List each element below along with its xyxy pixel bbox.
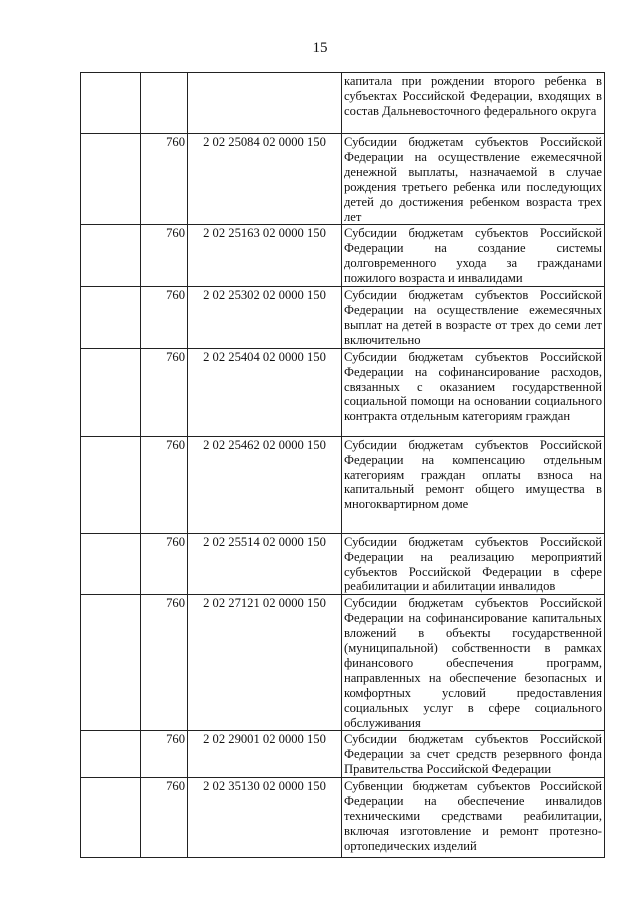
table-row	[81, 287, 605, 349]
table-row	[81, 348, 605, 436]
table-row	[81, 436, 605, 533]
table-row	[81, 73, 605, 134]
blank-cell	[81, 287, 141, 349]
admin-code-cell: 760	[141, 533, 188, 595]
revenue-name-cell: Субсидии бюджетам субъектов Российской Федерации на реализацию мероприятий субъектов Российской Федерации в сфере реабилитации и абилитации инвалидов	[342, 533, 605, 595]
admin-code-cell: 760	[141, 595, 188, 731]
admin-code-cell: 760	[141, 134, 188, 225]
revenue-name-cell: Субсидии бюджетам субъектов Российской Федерации на софинансирование капитальных вложений в объекты государственной (муниципальной) собственности в рамках финансового обеспечения программ, направленных на обеспечение безопасных и комфортных условий предоставления социальных услуг в сфере социального обслуживания	[342, 595, 605, 731]
blank-cell	[81, 595, 141, 731]
revenue-name-cell: Субсидии бюджетам субъектов Российской Федерации на компенсацию отдельным категориям граждан оплаты взноса на капитальный ремонт общего имущества в многоквартирном доме	[342, 436, 605, 533]
table-row	[81, 595, 605, 731]
blank-cell	[81, 225, 141, 287]
budget-code-cell: 2 02 25514 02 0000 150	[188, 533, 342, 595]
blank-cell	[81, 348, 141, 436]
admin-code-cell	[141, 73, 188, 134]
revenue-name-cell: Субсидии бюджетам субъектов Российской Федерации за счет средств резервного фонда Правительства Российской Федерации	[342, 731, 605, 778]
budget-code-cell: 2 02 25163 02 0000 150	[188, 225, 342, 287]
revenue-name-cell: Субсидии бюджетам субъектов Российской Федерации на софинансирование расходов, связанных с оказанием государственной социальной помощи на основании социального контракта отдельным категориям граждан	[342, 348, 605, 436]
revenue-name-cell: Субсидии бюджетам субъектов Российской Федерации на осуществление ежемесячной денежной выплаты, назначаемой в случае рождения третьего ребенка или последующих детей до достижения ребенком возраста трех лет	[342, 134, 605, 225]
admin-code-cell: 760	[141, 225, 188, 287]
budget-code-cell: 2 02 29001 02 0000 150	[188, 731, 342, 778]
admin-code-cell: 760	[141, 731, 188, 778]
budget-code-cell: 2 02 25302 02 0000 150	[188, 287, 342, 349]
page-number: 15	[312, 40, 328, 56]
admin-code-cell: 760	[141, 778, 188, 858]
budget-code-cell: 2 02 27121 02 0000 150	[188, 595, 342, 731]
budget-code-cell	[188, 73, 342, 134]
admin-code-cell: 760	[141, 348, 188, 436]
table-row	[81, 225, 605, 287]
blank-cell	[81, 533, 141, 595]
blank-cell	[81, 73, 141, 134]
blank-cell	[81, 778, 141, 858]
admin-code-cell: 760	[141, 436, 188, 533]
table-row	[81, 533, 605, 595]
revenue-name-cell: капитала при рождении второго ребенка в субъектах Российской Федерации, входящих в состав Дальневосточного федерального округа	[342, 73, 605, 134]
revenue-name-cell: Субсидии бюджетам субъектов Российской Федерации на создание системы долговременного ухода за гражданами пожилого возраста и инвалидами	[342, 225, 605, 287]
budget-code-cell: 2 02 25084 02 0000 150	[188, 134, 342, 225]
revenue-name-cell: Субсидии бюджетам субъектов Российской Федерации на осуществление ежемесячных выплат на детей в возрасте от трех до семи лет включительно	[342, 287, 605, 349]
blank-cell	[81, 134, 141, 225]
budget-code-cell: 2 02 25404 02 0000 150	[188, 348, 342, 436]
budget-code-cell: 2 02 35130 02 0000 150	[188, 778, 342, 858]
table-row	[81, 134, 605, 225]
table-row	[81, 731, 605, 778]
budget-revenue-table	[80, 72, 605, 858]
table-row	[81, 778, 605, 858]
admin-code-cell: 760	[141, 287, 188, 349]
blank-cell	[81, 436, 141, 533]
revenue-name-cell: Субвенции бюджетам субъектов Российской Федерации на обеспечение инвалидов техническими средствами реабилитации, включая изготовление и ремонт протезно-ортопедических изделий	[342, 778, 605, 858]
budget-code-cell: 2 02 25462 02 0000 150	[188, 436, 342, 533]
blank-cell	[81, 731, 141, 778]
